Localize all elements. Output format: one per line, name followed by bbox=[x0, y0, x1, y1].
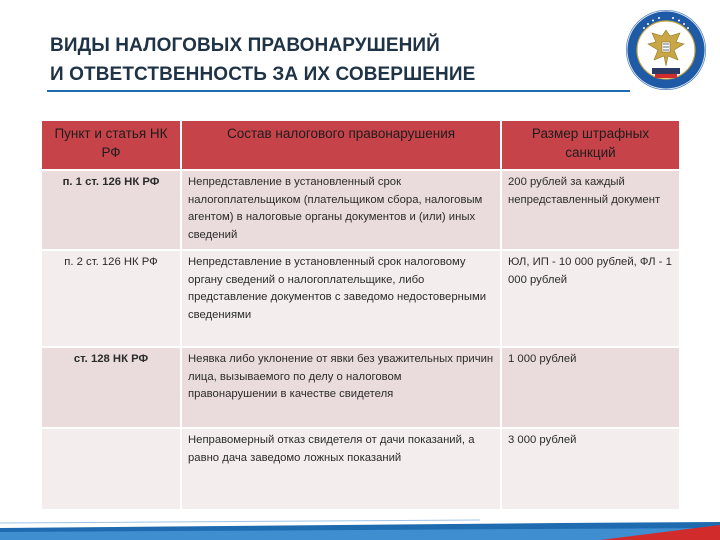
bottom-decor-bar bbox=[0, 519, 720, 540]
header-penalty: Размер штрафных санкций bbox=[501, 120, 680, 170]
cell-penalty: ЮЛ, ИП - 10 000 рублей, ФЛ - 1 000 рублей bbox=[501, 250, 680, 347]
cell-offense: Непредставление в установленный срок налоговому органу сведений о налогоплательщике, либо представление документов с заведомо недостоверными сведениями bbox=[181, 250, 501, 347]
title-line-2: И ОТВЕТСТВЕННОСТЬ ЗА ИХ СОВЕРШЕНИЕ bbox=[50, 64, 476, 85]
table-row bbox=[41, 428, 680, 510]
cell-penalty: 1 000 рублей bbox=[501, 347, 680, 428]
cell-article bbox=[41, 428, 181, 510]
table-row bbox=[41, 170, 680, 250]
cell-article: п. 1 ст. 126 НК РФ bbox=[41, 170, 181, 250]
page-title bbox=[50, 31, 610, 89]
tax-offenses-table bbox=[40, 119, 681, 511]
cell-penalty: 200 рублей за каждый непредставленный документ bbox=[501, 170, 680, 250]
title-underline bbox=[47, 90, 630, 92]
table-row bbox=[41, 347, 680, 428]
cell-article: ст. 128 НК РФ bbox=[41, 347, 181, 428]
cell-article: п. 2 ст. 126 НК РФ bbox=[41, 250, 181, 347]
fns-emblem-icon bbox=[624, 8, 708, 92]
cell-offense: Непредставление в установленный срок налогоплательщиком (плательщиком сбора, налоговым агентом) в налоговые органы документов и (или) иных сведений bbox=[181, 170, 501, 250]
table-header-row bbox=[41, 120, 680, 170]
title-line-1: ВИДЫ НАЛОГОВЫХ ПРАВОНАРУШЕНИЙ bbox=[50, 35, 440, 56]
table-row bbox=[41, 250, 680, 347]
header-article: Пункт и статья НК РФ bbox=[41, 120, 181, 170]
cell-penalty: 3 000 рублей bbox=[501, 428, 680, 510]
cell-offense: Неявка либо уклонение от явки без уважительных причин лица, вызываемого по делу о налоговом правонарушении в качестве свидетеля bbox=[181, 347, 501, 428]
header-offense: Состав налогового правонарушения bbox=[181, 120, 501, 170]
cell-offense: Неправомерный отказ свидетеля от дачи показаний, а равно дача заведомо ложных показаний bbox=[181, 428, 501, 510]
